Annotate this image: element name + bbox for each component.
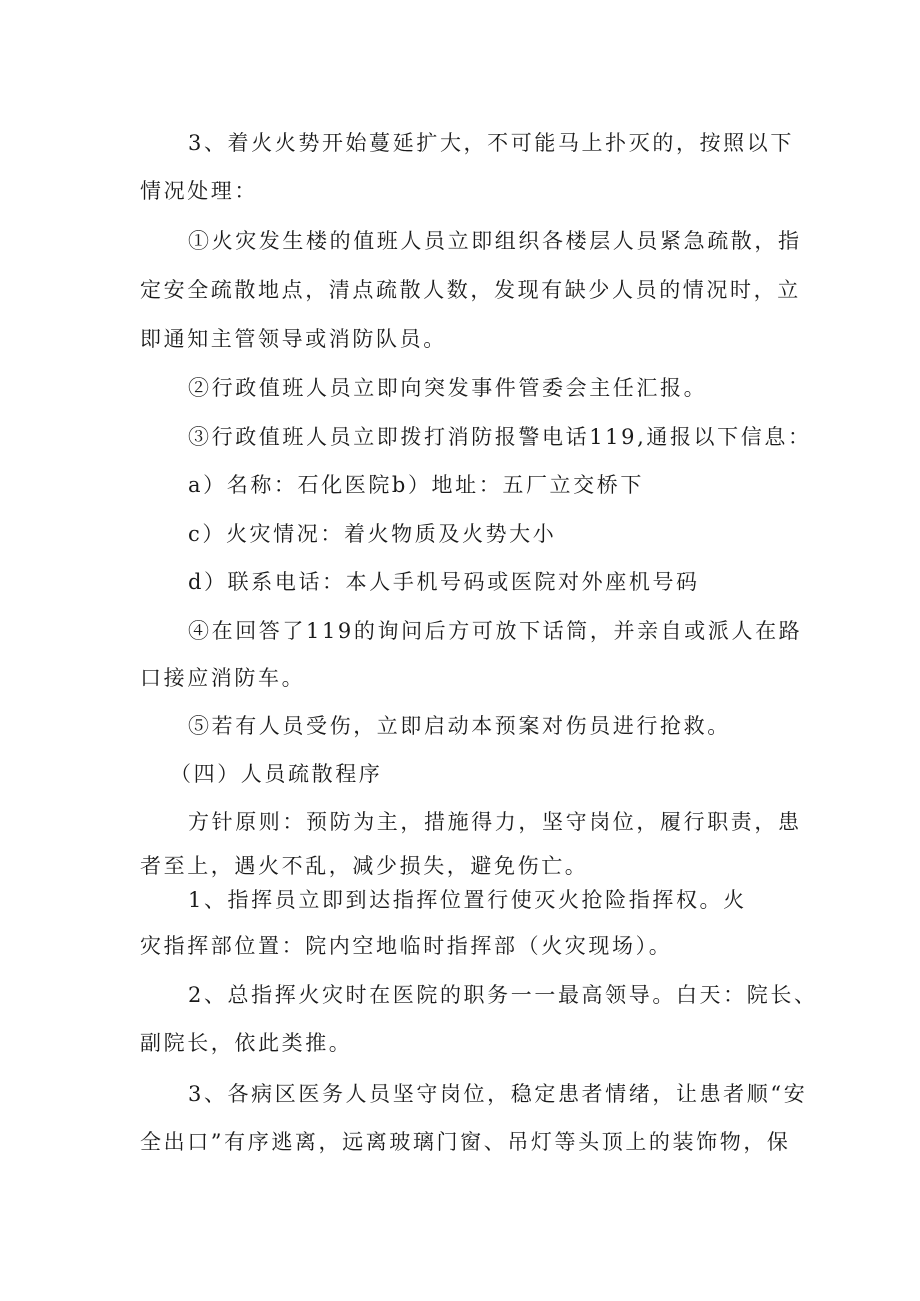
paragraph-line: 全出口”有序逃离，远离玻璃门窗、吊灯等头顶上的装饰物，保 (140, 1130, 791, 1154)
paragraph-line: 3、着火火势开始蔓延扩大，不可能马上扑灭的，按照以下 (188, 131, 794, 155)
paragraph-line: 定安全疏散地点，清点疏散人数，发现有缺少人员的情况时，立 (140, 278, 801, 302)
paragraph-line: 口接应消防车。 (140, 666, 306, 690)
paragraph-line: 方针原则：预防为主，措施得力，坚守岗位，履行职责，患 (188, 810, 802, 834)
paragraph-line: c）火灾情况：着火物质及火势大小 (188, 522, 557, 546)
paragraph-line: 副院长，依此类推。 (140, 1031, 353, 1055)
paragraph-line: 1、指挥员立即到达指挥位置行使灭火抢险指挥权。火 (188, 888, 747, 912)
paragraph-line: 灾指挥部位置：院内空地临时指挥部（火灾现场）。 (140, 934, 673, 958)
paragraph-line: 3、各病区医务人员坚守岗位，稳定患者情绪，让患者顺“安 (188, 1082, 808, 1106)
paragraph-line: ⑤若有人员受伤，立即启动本预案对伤员进行抢救。 (188, 714, 731, 738)
paragraph-line: 即通知主管领导或消防队员。 (140, 327, 447, 351)
paragraph-line: 2、总指挥火灾时在医院的职务一一最高领导。白天：院长、 (188, 983, 818, 1007)
section-heading: （四）人员疏散程序 (170, 762, 383, 786)
paragraph-line: 情况处理： (140, 179, 258, 203)
paragraph-line: ④在回答了119的询问后方可放下话筒，并亲自或派人在路 (188, 619, 803, 643)
paragraph-line: ①火灾发生楼的值班人员立即组织各楼层人员紧急疏散，指 (188, 229, 802, 253)
paragraph-line: ②行政值班人员立即向突发事件管委会主任汇报。 (188, 376, 708, 400)
paragraph-line: 者至上，遇火不乱，减少损失，避免伤亡。 (140, 854, 589, 878)
paragraph-line: ③行政值班人员立即拨打消防报警电话119,通报以下信息： (188, 425, 812, 449)
paragraph-line: a）名称：石化医院b）地址：五厂立交桥下 (188, 473, 644, 497)
paragraph-line: d）联系电话：本人手机号码或医院对外座机号码 (188, 570, 700, 594)
